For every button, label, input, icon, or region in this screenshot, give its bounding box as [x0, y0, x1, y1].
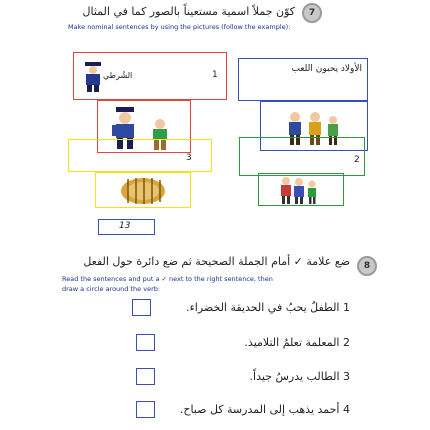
exercise-8-instruction-ar: ضع علامة ✓ أمام الجملة الصحيحة ثم ضع دائرة حول الفعل — [83, 255, 350, 268]
exercise-number: 7 — [308, 8, 316, 18]
sentence-text: أحمد يذهب إلى المدرسة كل صباح. — [179, 403, 340, 416]
exercise-7-instruction-en: Make nominal sentences by using the pictures (follow the example): — [68, 23, 291, 31]
sentence-text: المعلمة تعلمُ التلاميذ. — [244, 336, 340, 349]
example-sentence: الأولاد يحبون اللعب — [291, 64, 362, 74]
exercise-8-instruction-en-1: Read the sentences and put a ✓ next to the right sentence, then — [62, 275, 273, 283]
page-number: 13 — [119, 221, 131, 231]
sentence-number: 4 — [343, 403, 350, 416]
cell-1-word: الشُرطي — [103, 71, 133, 80]
exercise-8-badge — [357, 256, 377, 276]
checkbox-1[interactable] — [132, 299, 151, 316]
checkbox-3[interactable] — [136, 368, 155, 385]
sentence-3 — [250, 370, 350, 383]
checkbox-2[interactable] — [136, 334, 155, 351]
sentence-text: الطفلُ يحبُ في الحديقة الخضراء. — [186, 301, 340, 314]
exercise-8-instruction-en-2: draw a circle around the verb: — [62, 285, 161, 293]
cell-3-number: 3 — [186, 153, 192, 163]
sentence-2 — [244, 336, 350, 349]
zoo-cage-figure — [118, 175, 168, 205]
sentence-4 — [180, 403, 350, 416]
cell-1-number: 1 — [212, 70, 218, 80]
exercise-7-badge — [302, 3, 322, 23]
family-figure — [278, 176, 320, 204]
exercise-number: 8 — [363, 261, 371, 271]
sentence-number: 2 — [343, 336, 350, 349]
policeman-figure-1 — [82, 62, 104, 92]
exercise-7-instruction-ar: كوّن جملاً اسمية مستعيناً بالصور كما في المثال — [82, 5, 295, 18]
sentence-text: الطالب يدرسُ جيداً. — [249, 370, 340, 383]
sentence-number: 3 — [343, 370, 350, 383]
sentence-1 — [186, 301, 350, 314]
picture-cell-2 — [239, 137, 365, 176]
sentence-number: 1 — [343, 301, 350, 314]
checkbox-4[interactable] — [136, 401, 155, 418]
cell-2-number: 2 — [354, 155, 360, 165]
